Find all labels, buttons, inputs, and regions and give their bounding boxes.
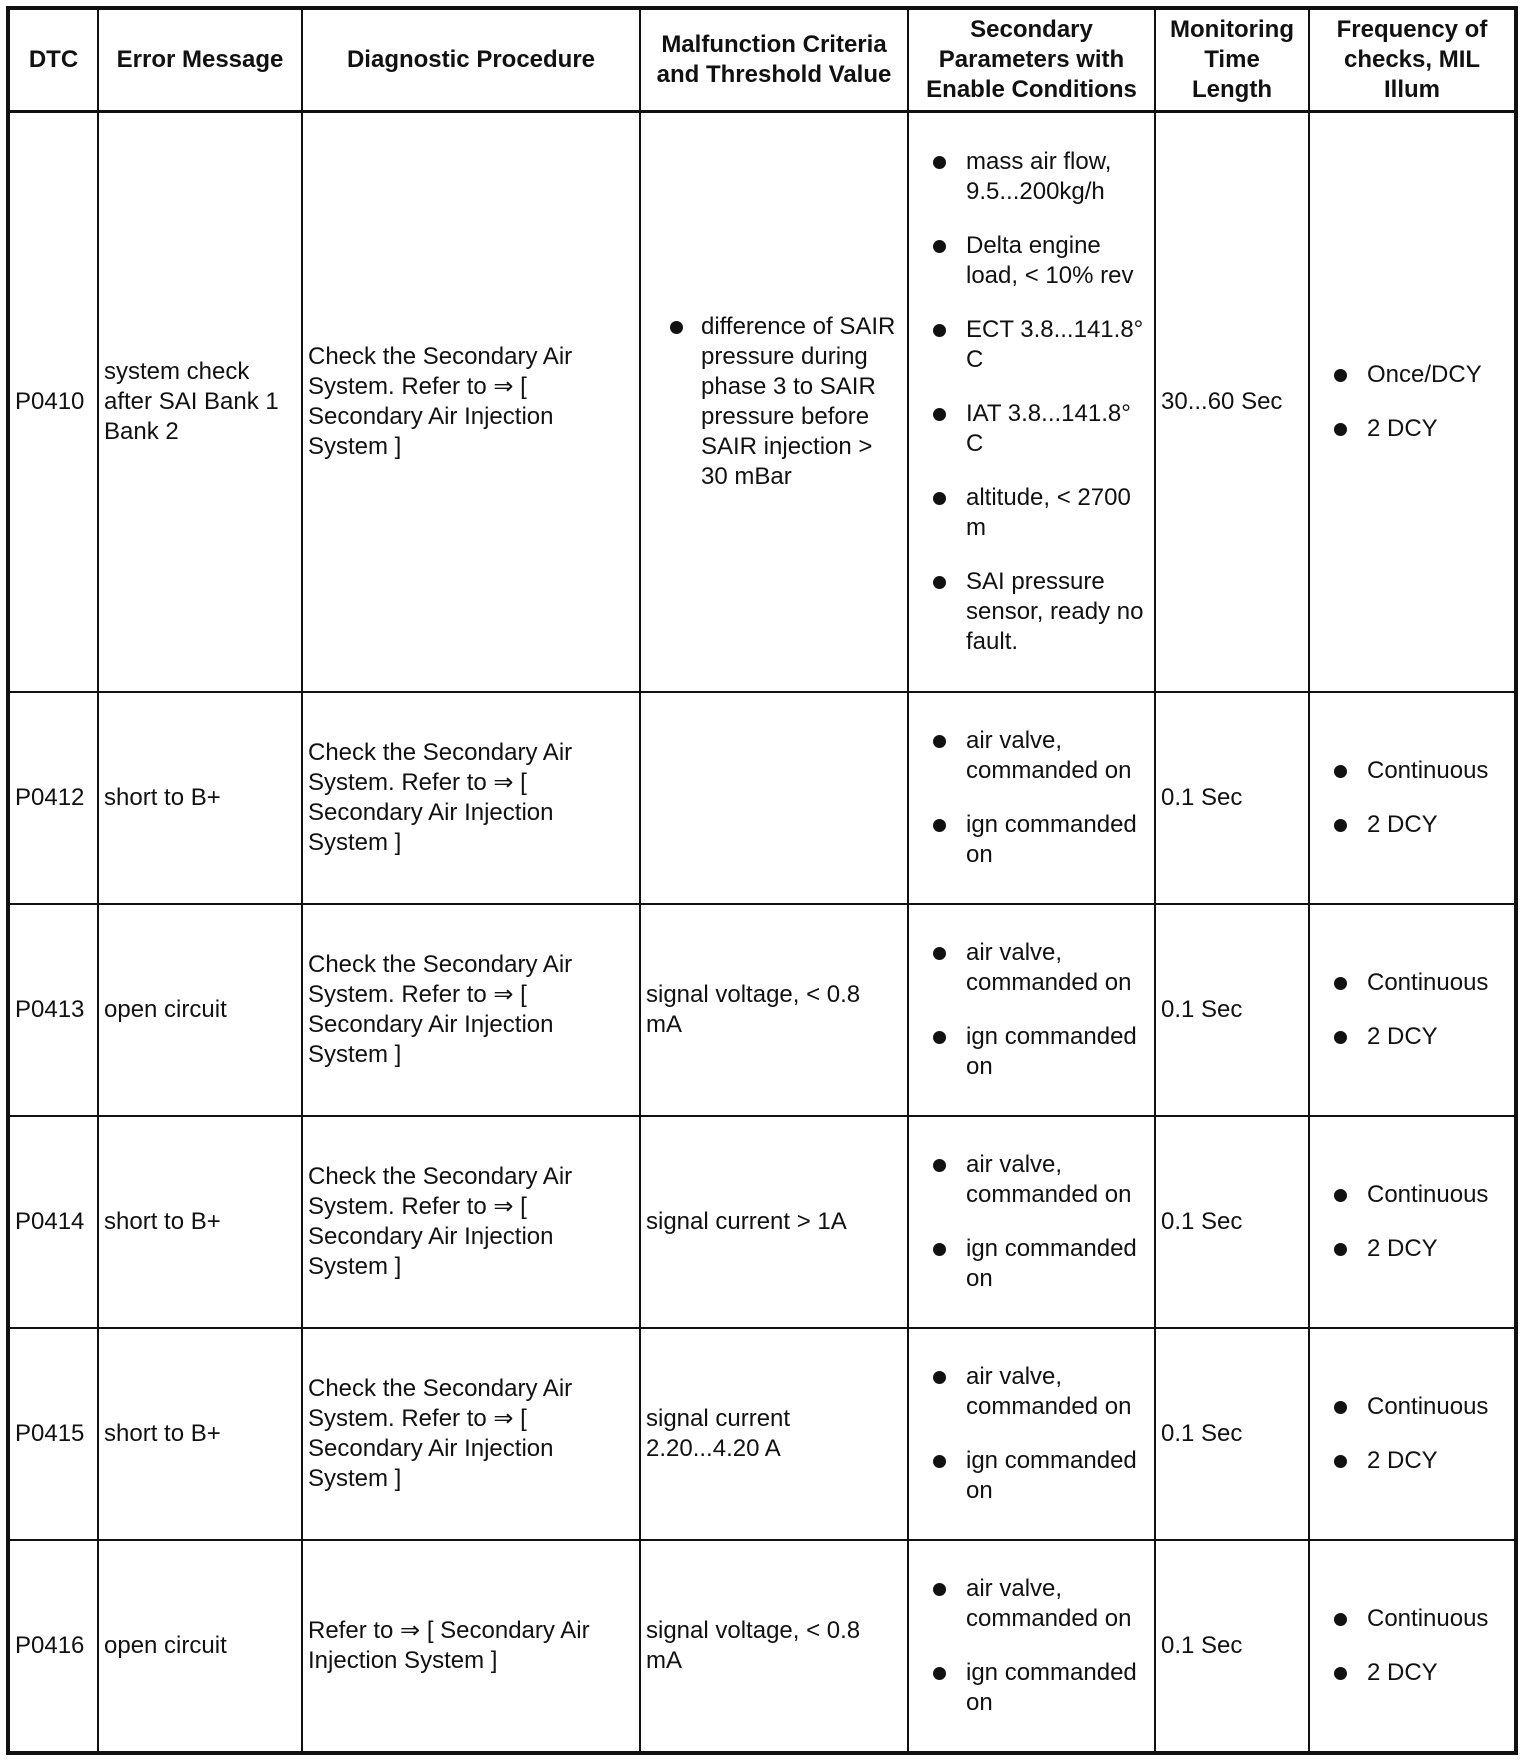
bullet-icon	[933, 735, 946, 748]
frequency	[1309, 1540, 1516, 1753]
list-item	[914, 1658, 1149, 1718]
frequency-list	[1315, 968, 1509, 1052]
monitoring-time: 0.1 Sec	[1155, 1328, 1309, 1540]
error-message: short to B+	[98, 692, 302, 904]
list-item	[1315, 360, 1509, 390]
bullet-icon	[1334, 1613, 1347, 1626]
bullet-icon	[933, 1583, 946, 1596]
criteria-list	[646, 312, 902, 492]
secondary-param: mass air flow, 9.5...200kg/h	[966, 148, 1112, 205]
dtc-table	[6, 6, 1518, 1755]
frequency-value: 2 DCY	[1367, 1023, 1438, 1050]
list-item	[914, 1022, 1149, 1082]
header-monitoring-time: Monitoring Time Length	[1155, 8, 1309, 112]
secondary-param: ECT 3.8...141.8° C	[966, 316, 1144, 373]
secondary-param: ign commanded on	[966, 1235, 1137, 1292]
list-item	[1315, 756, 1509, 786]
list-item	[1315, 1234, 1509, 1264]
bullet-icon	[1334, 1455, 1347, 1468]
table-row	[8, 1116, 1516, 1328]
diagnostic-procedure: Check the Secondary Air System. Refer to ⇒ [ Secondary Air Injection System ]	[302, 112, 640, 693]
secondary-parameters	[908, 692, 1155, 904]
table-row	[8, 1540, 1516, 1753]
criteria-text: difference of SAIR pressure during phase 3 to SAIR pressure before SAIR injection > 30 mBar	[701, 313, 896, 490]
secondary-list	[914, 1150, 1149, 1294]
list-item	[1315, 1658, 1509, 1688]
bullet-icon	[933, 1371, 946, 1384]
secondary-parameters	[908, 1116, 1155, 1328]
secondary-list	[914, 1574, 1149, 1718]
dtc-code: P0416	[8, 1540, 98, 1753]
secondary-parameters	[908, 904, 1155, 1116]
bullet-icon	[1334, 1189, 1347, 1202]
frequency-value: 2 DCY	[1367, 1659, 1438, 1686]
list-item	[914, 1362, 1149, 1422]
diagnostic-procedure: Check the Secondary Air System. Refer to ⇒ [ Secondary Air Injection System ]	[302, 1116, 640, 1328]
list-item	[914, 938, 1149, 998]
frequency	[1309, 1328, 1516, 1540]
frequency-value: Continuous	[1367, 1605, 1489, 1632]
secondary-list	[914, 1362, 1149, 1506]
frequency	[1309, 112, 1516, 693]
error-message: short to B+	[98, 1116, 302, 1328]
monitoring-time: 0.1 Sec	[1155, 692, 1309, 904]
frequency	[1309, 904, 1516, 1116]
secondary-param: air valve, commanded on	[966, 1363, 1132, 1420]
list-item	[914, 1150, 1149, 1210]
malfunction-criteria: signal voltage, < 0.8 mA	[640, 904, 908, 1116]
error-message: open circuit	[98, 904, 302, 1116]
dtc-code: P0415	[8, 1328, 98, 1540]
frequency	[1309, 692, 1516, 904]
frequency-value: Continuous	[1367, 969, 1489, 996]
bullet-icon	[1334, 1031, 1347, 1044]
list-item	[914, 231, 1149, 291]
secondary-param: ign commanded on	[966, 1659, 1137, 1716]
secondary-param: air valve, commanded on	[966, 727, 1132, 784]
secondary-parameters	[908, 112, 1155, 693]
bullet-icon	[1334, 423, 1347, 436]
list-item	[1315, 810, 1509, 840]
frequency-value: 2 DCY	[1367, 811, 1438, 838]
list-item	[1315, 1604, 1509, 1634]
list-item	[1315, 1446, 1509, 1476]
secondary-list	[914, 147, 1149, 657]
list-item	[1315, 414, 1509, 444]
table-row	[8, 904, 1516, 1116]
dtc-code: P0414	[8, 1116, 98, 1328]
bullet-icon	[1334, 1401, 1347, 1414]
list-item	[914, 810, 1149, 870]
frequency	[1309, 1116, 1516, 1328]
list-item	[914, 399, 1149, 459]
diagnostic-procedure: Check the Secondary Air System. Refer to ⇒ [ Secondary Air Injection System ]	[302, 1328, 640, 1540]
malfunction-criteria	[640, 692, 908, 904]
diagnostic-procedure: Check the Secondary Air System. Refer to ⇒ [ Secondary Air Injection System ]	[302, 904, 640, 1116]
monitoring-time: 0.1 Sec	[1155, 904, 1309, 1116]
bullet-icon	[933, 492, 946, 505]
bullet-icon	[1334, 369, 1347, 382]
malfunction-criteria: signal current 2.20...4.20 A	[640, 1328, 908, 1540]
list-item	[914, 567, 1149, 657]
frequency-value: Once/DCY	[1367, 361, 1482, 388]
table-row	[8, 112, 1516, 693]
secondary-param: air valve, commanded on	[966, 1575, 1132, 1632]
list-item	[1315, 1022, 1509, 1052]
diagnostic-procedure: Check the Secondary Air System. Refer to ⇒ [ Secondary Air Injection System ]	[302, 692, 640, 904]
header-diagnostic-procedure: Diagnostic Procedure	[302, 8, 640, 112]
bullet-icon	[933, 1159, 946, 1172]
monitoring-time: 30...60 Sec	[1155, 112, 1309, 693]
secondary-list	[914, 726, 1149, 870]
bullet-icon	[1334, 819, 1347, 832]
bullet-icon	[1334, 765, 1347, 778]
frequency-list	[1315, 360, 1509, 444]
list-item	[646, 312, 902, 492]
list-item	[1315, 968, 1509, 998]
list-item	[914, 147, 1149, 207]
malfunction-criteria	[640, 112, 908, 693]
dtc-code: P0413	[8, 904, 98, 1116]
bullet-icon	[933, 1455, 946, 1468]
secondary-param: SAI pressure sensor, ready no fault.	[966, 568, 1144, 655]
frequency-value: 2 DCY	[1367, 1447, 1438, 1474]
bullet-icon	[933, 819, 946, 832]
header-dtc: DTC	[8, 8, 98, 112]
secondary-param: air valve, commanded on	[966, 939, 1132, 996]
secondary-param: ign commanded on	[966, 811, 1137, 868]
bullet-icon	[933, 1667, 946, 1680]
bullet-icon	[670, 321, 683, 334]
bullet-icon	[933, 947, 946, 960]
malfunction-criteria: signal current > 1A	[640, 1116, 908, 1328]
list-item	[914, 1234, 1149, 1294]
monitoring-time: 0.1 Sec	[1155, 1540, 1309, 1753]
list-item	[1315, 1180, 1509, 1210]
secondary-parameters	[908, 1540, 1155, 1753]
diagnostic-procedure: Refer to ⇒ [ Secondary Air Injection System ]	[302, 1540, 640, 1753]
list-item	[1315, 1392, 1509, 1422]
frequency-value: Continuous	[1367, 1181, 1489, 1208]
table-row	[8, 1328, 1516, 1540]
secondary-param: air valve, commanded on	[966, 1151, 1132, 1208]
dtc-code: P0412	[8, 692, 98, 904]
secondary-param: Delta engine load, < 10% rev	[966, 232, 1134, 289]
header-secondary-parameters: Secondary Parameters with Enable Conditions	[908, 8, 1155, 112]
secondary-list	[914, 938, 1149, 1082]
header-error-message: Error Message	[98, 8, 302, 112]
bullet-icon	[933, 324, 946, 337]
dtc-code: P0410	[8, 112, 98, 693]
header-frequency: Frequency of checks, MIL Illum	[1309, 8, 1516, 112]
frequency-list	[1315, 756, 1509, 840]
bullet-icon	[933, 1243, 946, 1256]
list-item	[914, 315, 1149, 375]
frequency-list	[1315, 1180, 1509, 1264]
bullet-icon	[933, 240, 946, 253]
list-item	[914, 1574, 1149, 1634]
error-message: system check after SAI Bank 1 Bank 2	[98, 112, 302, 693]
frequency-value: Continuous	[1367, 1393, 1489, 1420]
error-message: short to B+	[98, 1328, 302, 1540]
error-message: open circuit	[98, 1540, 302, 1753]
frequency-value: Continuous	[1367, 757, 1489, 784]
frequency-value: 2 DCY	[1367, 415, 1438, 442]
bullet-icon	[933, 1031, 946, 1044]
malfunction-criteria: signal voltage, < 0.8 mA	[640, 1540, 908, 1753]
list-item	[914, 483, 1149, 543]
bullet-icon	[1334, 1243, 1347, 1256]
bullet-icon	[933, 408, 946, 421]
secondary-param: IAT 3.8...141.8° C	[966, 400, 1131, 457]
secondary-param: ign commanded on	[966, 1023, 1137, 1080]
bullet-icon	[1334, 977, 1347, 990]
header-row	[8, 8, 1516, 112]
list-item	[914, 1446, 1149, 1506]
frequency-list	[1315, 1604, 1509, 1688]
monitoring-time: 0.1 Sec	[1155, 1116, 1309, 1328]
list-item	[914, 726, 1149, 786]
bullet-icon	[933, 156, 946, 169]
header-malfunction-criteria: Malfunction Criteria and Threshold Value	[640, 8, 908, 112]
bullet-icon	[933, 576, 946, 589]
secondary-param: altitude, < 2700 m	[966, 484, 1131, 541]
frequency-list	[1315, 1392, 1509, 1476]
secondary-parameters	[908, 1328, 1155, 1540]
bullet-icon	[1334, 1667, 1347, 1680]
table-row	[8, 692, 1516, 904]
frequency-value: 2 DCY	[1367, 1235, 1438, 1262]
secondary-param: ign commanded on	[966, 1447, 1137, 1504]
